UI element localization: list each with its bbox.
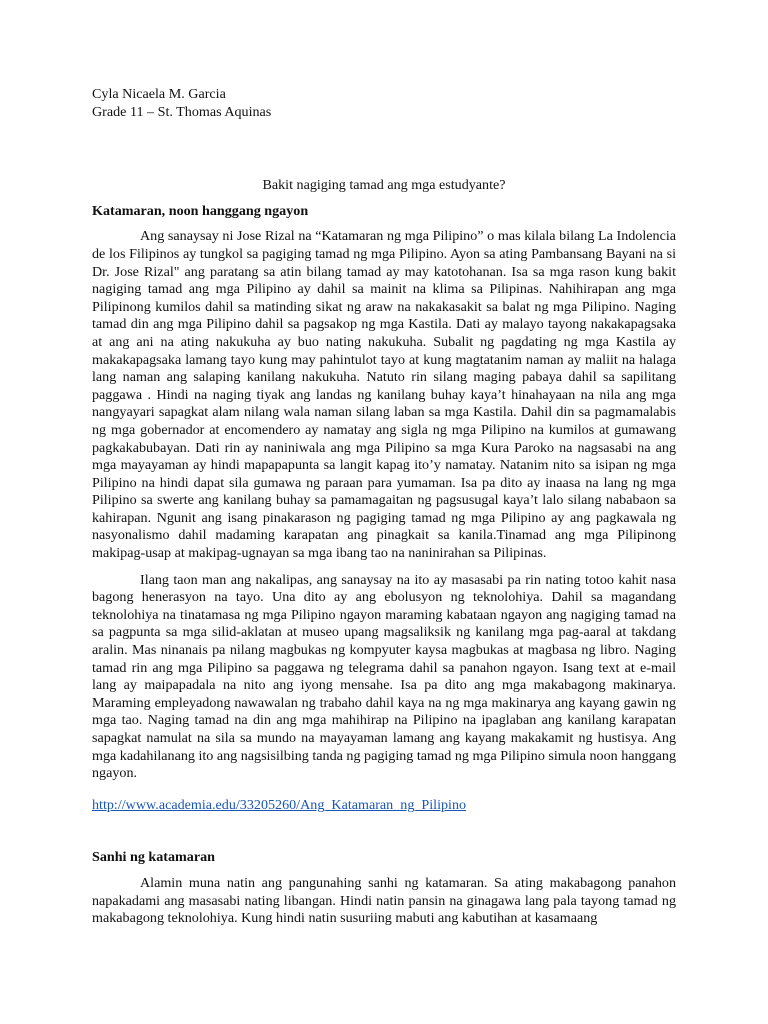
paragraph-1: Ang sanaysay ni Jose Rizal na “Katamaran ng mga Pilipino” o mas kilala bilang La Indolencia de los Filipinos ay tungkol sa pagiging tamad ng mga Pilipino. Ayon sa ating Pambansang Bayani na si Dr. Jose Rizal" ang paratang sa atin bilang tamad ay may katotohanan. Isa sa mga rason kung bakit nagiging tamad ang mga Pilipino ay dahil sa mainit na klima sa Pilipinas. Nahihirapan ang mga Pilipinong kumilos dahil sa matinding sikat ng araw na nakakasakit sa balat ng mga Pilipino. Naging tamad din ang mga Pilipino dahil sa pagsakop ng mga Kastila. Dati ay malayo tayong nakakapagsaka at ang ani na ating nakukuha ay buo nating nakukuha. Subalit ng pagdating ng mga Kastila ay makakapagsaka lamang tayo kung may pahintulot tayo at kung magtatanim naman ay maliit na halaga lang naman ang salaping kanilang nakukuha. Natuto rin silang maging pabaya dahil sa sapilitang paggawa . Hindi na naging tiyak ang landas ng kanilang buhay kaya’t hinahayaan na nila ang mga nangyayari sapagkat alam nilang wala naman silang laban sa mga Kastila. Dahil din sa pagmamalabis ng mga gobernador at encomendero ay namatay ang sigla ng mga Pilipino na kumilos at gumawang pagkakabubayan. Dati rin ay naniniwala ang mga Pilipino sa mga Kura Paroko na nagsasabi na ang mga mayayaman ay hindi mapapapunta sa langit kapag ito’y namatay. Natanim nito sa isipan ng mga Pilipino na hindi dapat sila gumawa ng paraan para yumaman. Isa pa dito ay inaasa na lang ng mga Pilipino sa swerte ang kanilang buhay sa pamamagaitan ng pagsusugal kaya’t lalo silang nababaon sa kahirapan. Ngunit ang isang pinakarason ng pagiging tamad ng mga Pilipino ay ang pagkawala ng nasyonalismo dahil madaming karapatan ang pinagkait sa kanila.Tinamad ang mga Pilipinong makipag-usap at makipag-ugnayan sa mga ibang tao na naninirahan sa Pilipinas. bbox=[92, 228, 676, 562]
document-page bbox=[92, 86, 676, 936]
reference-link-container bbox=[92, 797, 676, 815]
section-heading-katamaran: Katamaran, noon hanggang ngayon bbox=[92, 202, 309, 219]
reference-link[interactable]: http://www.academia.edu/33205260/Ang_Katamaran_ng_Pilipino bbox=[92, 796, 467, 813]
section-heading-sanhi: Sanhi ng katamaran bbox=[92, 849, 215, 866]
paragraph-2: Ilang taon man ang nakalipas, ang sanaysay na ito ay masasabi pa rin nating totoo kahit nasa bagong henerasyon na tayo. Una dito ay ang ebolusyon ng teknolohiya. Dahil sa magandang teknolohiya na tinatamasa ng mga Pilipino ngayon maraming kabataan ngayon ang nagiging tamad na sa pagpunta sa mga silid-aklatan at museo upang magsaliksik ng kanilang mga pag-aaral at takdang aralin. Mas ninanais pa nilang magbukas ng kompyuter kaysa magbukas at magbasa ng libro. Naging tamad rin ang mga Pilipino sa paggawa ng telegrama dahil sa panahon ngayon. Isang text at e-mail lang ay maipapadala na nito ang iyong mensahe. Isa pa dito ang mga makabagong makinarya. Maraming empleyadong nawawalan ng trabaho dahil kaya na ng mga makinarya ang kayang gawin ng mga tao. Naging tamad na din ang mga mahihirap na Pilipino na ipaglaban ang kanilang karapatan sapagkat namulat na sila sa mundo na mayayaman lamang ang kayang makakamit ng hustisya. Ang mga kadahilanang ito ang nagsisilbing tanda ng pagiging tamad ng mga Pilipino simula noon hanggang ngayon. bbox=[92, 571, 677, 782]
paragraph-3: Alamin muna natin ang pangunahing sanhi ng katamaran. Sa ating makabagong panahon napakadami ang masasabi nating libangan. Hindi natin pansin na ginagawa lang pala tayong tamad ng makabagong teknolohiya. Kung hindi natin susuriing mabuti ang kabutihan at kasamaang bbox=[92, 874, 676, 927]
author-name: Cyla Nicaela M. Garcia bbox=[92, 86, 226, 102]
grade-section: Grade 11 – St. Thomas Aquinas bbox=[92, 103, 272, 120]
document-title: Bakit nagiging tamad ang mga estudyante? bbox=[262, 177, 506, 194]
